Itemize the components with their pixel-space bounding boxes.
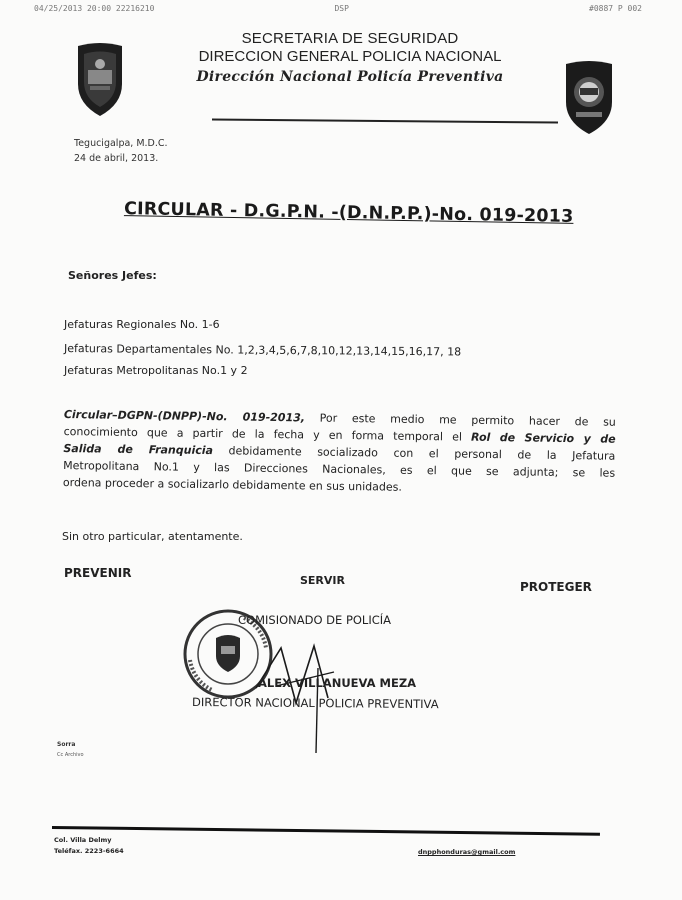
letterhead: [190, 30, 510, 85]
city: Tegucigalpa, M.D.C.: [74, 138, 168, 149]
initials-copy: Cc Archivo: [57, 752, 84, 758]
signatory-name: ALEX VILLANUEVA MEZA: [258, 676, 417, 690]
police-shield-left-icon: [72, 40, 128, 118]
recipient-line-3: Jefaturas Metropolitanas No.1 y 2: [64, 364, 248, 377]
circular-title: CIRCULAR - D.G.P.N. -(D.N.P.P.)-No. 019-2013: [123, 199, 574, 227]
body-line-4: Metropolitana No.1 y las Direcciones Nacionales, es el que se adjunta; se les: [63, 458, 616, 480]
motto-servir: SERVIR: [300, 574, 345, 587]
fax-header-left: 04/25/2013 20:00 22216210: [34, 4, 155, 13]
body-paragraph: [63, 406, 616, 499]
handwritten-signature-icon: [236, 628, 366, 758]
body-line-1: Circular–DGPN-(DNPP)-No. 019-2013, Por este medio me permito hacer de su: [63, 407, 616, 429]
date: 24 de abril, 2013.: [74, 153, 159, 164]
footer-phone: Teléfax. 2223-6664: [54, 847, 124, 855]
fax-header-center: DSP: [334, 4, 349, 13]
body-line-5: ordena proceder a socializarlo debidamente en sus unidades.: [62, 475, 402, 494]
place-and-date: [74, 136, 168, 166]
footer-email: dnpphonduras@gmail.com: [418, 848, 516, 856]
footer-address: Col. Villa Delmy: [54, 836, 112, 844]
closing: Sin otro particular, atentamente.: [62, 530, 243, 543]
initials-author: Sorra: [57, 741, 76, 748]
footer-rule: [52, 826, 600, 836]
letterhead-division: Dirección Nacional Policía Preventiva: [196, 69, 504, 85]
motto-prevenir: PREVENIR: [64, 566, 132, 580]
body-line-3: Salida de Franquicia debidamente socializado con el personal de la Jefatura: [63, 441, 616, 463]
police-shield-right-icon: [560, 58, 618, 136]
letterhead-rule: [212, 118, 558, 123]
fax-header-right: #0887 P 002: [589, 4, 642, 13]
letterhead-ministry: SECRETARIA DE SEGURIDAD: [241, 30, 459, 47]
signatory-rank: COMISIONADO DE POLICÍA: [238, 613, 392, 627]
signatory-position: DIRECTOR NACIONAL POLICIA PREVENTIVA: [191, 695, 439, 712]
fax-transmission-header: [34, 4, 642, 13]
letterhead-directorate: DIRECCION GENERAL POLICIA NACIONAL: [198, 48, 502, 65]
body-line-2: conocimiento que a partir de la fecha y en forma temporal el Rol de Servicio y de: [63, 424, 616, 446]
recipient-line-2: Jefaturas Departamentales No. 1,2,3,4,5,6,7,8,10,12,13,14,15,16,17, 18: [63, 342, 462, 359]
recipient-line-1: Jefaturas Regionales No. 1-6: [64, 318, 220, 331]
motto-proteger: PROTEGER: [520, 580, 592, 594]
salutation: Señores Jefes:: [68, 269, 157, 282]
